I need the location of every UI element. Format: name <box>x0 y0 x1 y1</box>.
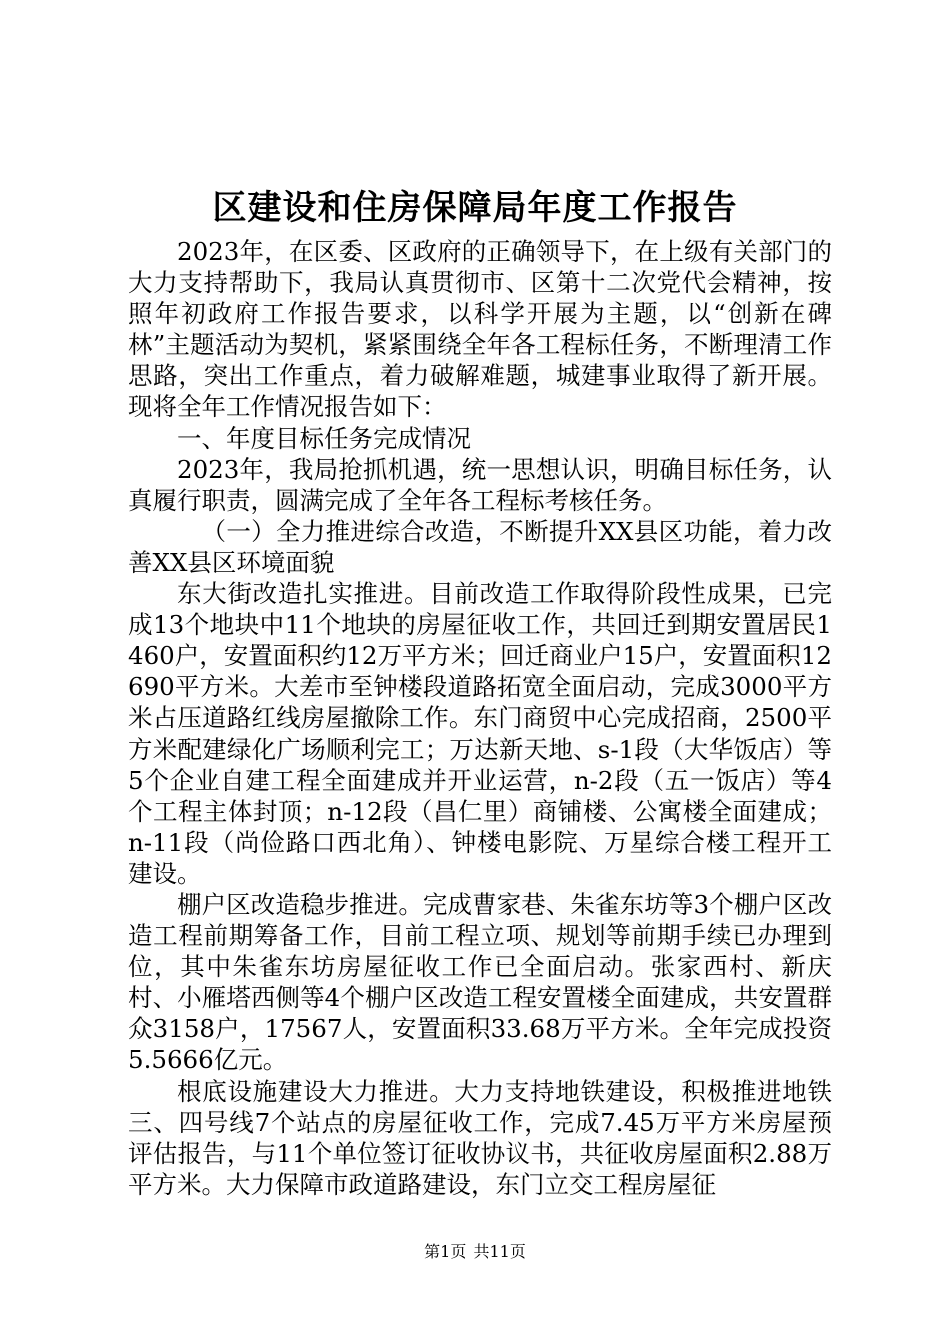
page-total: 共11页 <box>473 1242 526 1261</box>
paragraph-east-street: 东大街改造扎实推进。目前改造工作取得阶段性成果，已完成13个地块中11个地块的房屋征收工作，共回迁到期安置居民1460户，安置面积约12万平方米；回迁商业户15户，安置面积12690平方米。大差市至钟楼段道路拓宽全面启动，完成3000平方米占压道路红线房屋撤除工作。东门商贸中心完成招商，2500平方米配建绿化广场顺利完工；万达新天地、s-1段（大华饭店）等5个企业自建工程全面建成并开业运营，n-2段（五一饭店）等4个工程主体封顶；n-12段（昌仁里）商铺楼、公寓楼全面建成；n-11段（尚俭路口西北角）、钟楼电影院、万星综合楼工程开工建设。 <box>128 579 832 888</box>
document-title: 区建设和住房保障局年度工作报告 <box>212 188 738 228</box>
page-number: 第1页 <box>424 1242 467 1261</box>
page-footer <box>0 1240 950 1264</box>
paragraph-summary: 2023年，我局抢抓机遇，统一思想认识，明确目标任务，认真履行职责，圆满完成了全年各工程标考核任务。 <box>128 454 832 515</box>
paragraph-shantytown: 棚户区改造稳步推进。完成曹家巷、朱雀东坊等3个棚户区改造工程前期筹备工作，目前工程立项、规划等前期手续已办理到位，其中朱雀东坊房屋征收工作已全面启动。张家西村、新庆村、小雁塔西侧等4个棚户区改造工程安置楼全面建成，共安置群众3158户，17567人，安置面积33.68万平方米。全年完成投资5.5666亿元。 <box>128 889 832 1075</box>
document-body <box>128 236 832 1200</box>
paragraph-infrastructure: 根底设施建设大力推进。大力支持地铁建设，积极推进地铁三、四号线7个站点的房屋征收工作，完成7.45万平方米房屋预评估报告，与11个单位签订征收协议书，共征收房屋面积2.88万平方米。大力保障市政道路建设，东门立交工程房屋征 <box>128 1076 832 1199</box>
paragraph-intro: 2023年，在区委、区政府的正确领导下，在上级有关部门的大力支持帮助下，我局认真贯彻市、区第十二次党代会精神，按照年初政府工作报告要求，以科学开展为主题，以“创新在碑林”主题活动为契机，紧紧围绕全年各工程标任务，不断理清工作思路，突出工作重点，着力破解难题，城建事业取得了新开展。现将全年工作情况报告如下： <box>128 237 832 422</box>
section-heading: 一、年度目标任务完成情况 <box>177 423 471 453</box>
subsection-heading: （一）全力推进综合改造，不断提升XX县区功能，着力改善XX县区环境面貌 <box>128 516 832 577</box>
